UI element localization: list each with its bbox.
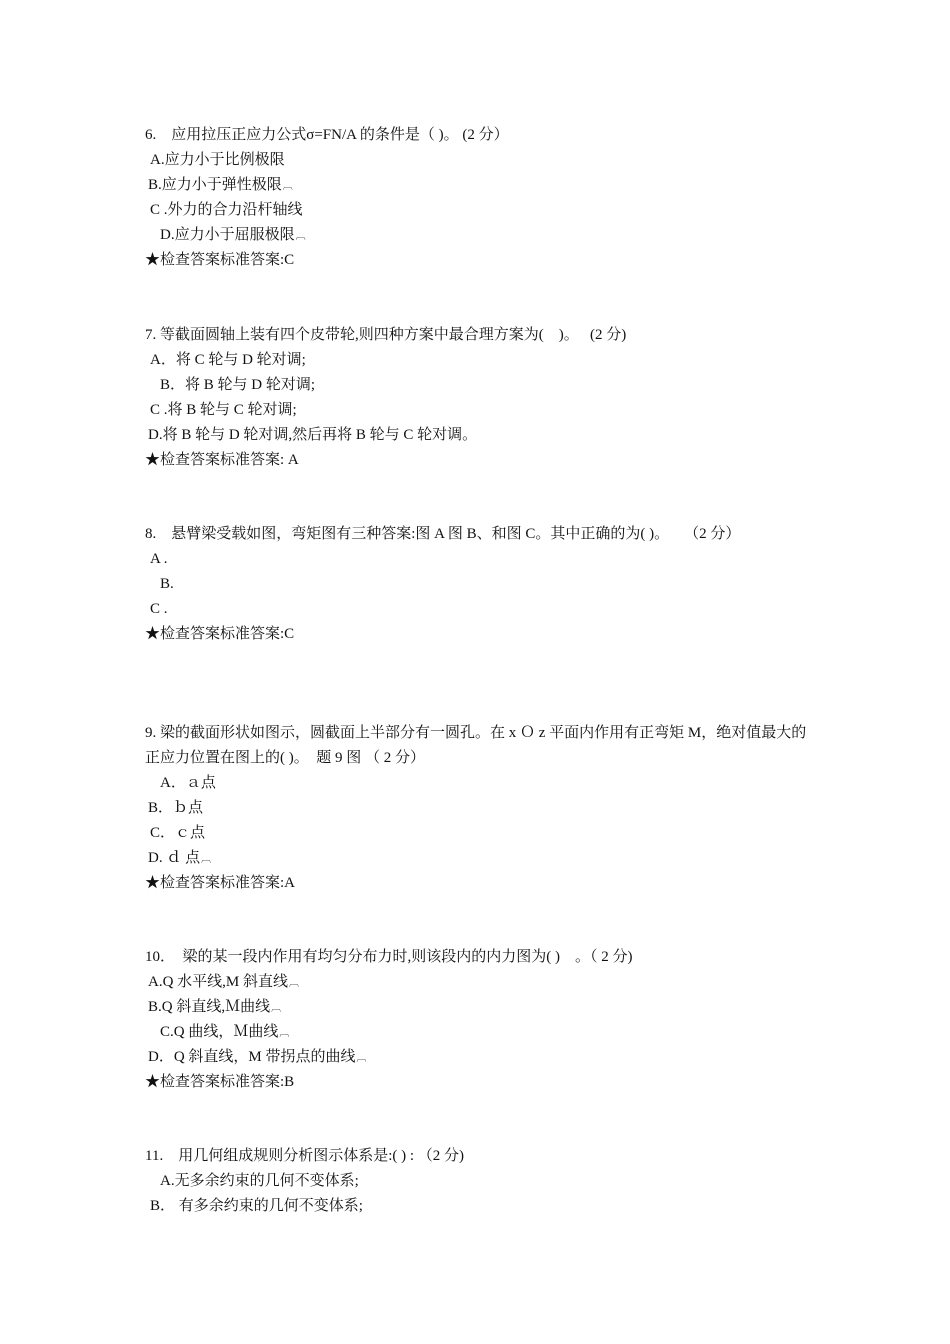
option-c: C .将 B 轮与 C 轮对调;: [150, 402, 297, 418]
paragraph-mark-icon: ︹: [279, 1028, 290, 1039]
question-7: [145, 323, 810, 473]
paragraph-mark-icon: ︹: [271, 1003, 282, 1014]
question-stem: 7. 等截面圆轴上装有四个皮带轮,则四种方案中最合理方案为( )。 (2 分): [145, 327, 627, 343]
question-11: [145, 1144, 810, 1219]
option-b: B． 有多余约束的几何不变体系;: [150, 1198, 363, 1214]
question-stem: 6. 应用拉压正应力公式σ=FN/A 的条件是（ )。 (2 分）: [145, 127, 509, 143]
option-c: C .: [150, 601, 168, 617]
paragraph-mark-icon: ︹: [356, 1053, 367, 1064]
question-stem: 8. 悬臂梁受载如图，弯矩图有三种答案:图 A 图 B、和图 C。其中正确的为( )。 （2 分）: [145, 526, 741, 542]
option-a: A.Q 水平线,M 斜直线︹: [148, 974, 300, 990]
question-stem: 9. 梁的截面形状如图示，圆截面上半部分有一圆孔。在 x Ｏ z 平面内作用有正弯矩 M，绝对值最大的正应力位置在图上的( )。 题 9 图 （ 2 分）: [145, 725, 807, 766]
standard-answer: ★检查答案标准答案: A: [145, 452, 299, 468]
paragraph-mark-icon: ︹: [201, 854, 212, 865]
standard-answer: ★检查答案标准答案:B: [145, 1074, 295, 1090]
question-8: [145, 522, 810, 647]
option-d: D．Q 斜直线，M 带拐点的曲线︹: [148, 1049, 367, 1065]
option-b: B．将 B 轮与 D 轮对调;: [160, 377, 316, 393]
option-a: A .: [150, 551, 168, 567]
question-10: [145, 945, 810, 1095]
question-stem: 10． 梁的某一段内作用有均匀分布力时,则该段内的内力图为( ) 。（ 2 分): [145, 949, 633, 965]
option-d: D. ｄ 点︹: [148, 850, 212, 866]
option-b: B.应力小于弹性极限︹: [148, 177, 293, 193]
option-a: A.无多余约束的几何不变体系;: [160, 1173, 359, 1189]
option-b: B．ｂ点: [148, 800, 204, 816]
question-9: [145, 721, 810, 896]
option-b: B.: [160, 576, 174, 592]
option-d: D.将 B 轮与 D 轮对调,然后再将 B 轮与 C 轮对调。: [148, 427, 478, 443]
option-c: C.Q 曲线，Ｍ曲线︹: [160, 1024, 290, 1040]
option-c: C .外力的合力沿杆轴线: [150, 202, 303, 218]
question-6: [145, 123, 810, 273]
standard-answer: ★检查答案标准答案:C: [145, 626, 295, 642]
standard-answer: ★检查答案标准答案:A: [145, 875, 296, 891]
option-d: D.应力小于屈服极限︹: [160, 227, 306, 243]
question-stem: 11. 用几何组成规则分析图示体系是:( ) : （2 分): [145, 1148, 465, 1164]
option-c: C．ｃ点: [150, 825, 206, 841]
paragraph-mark-icon: ︹: [295, 231, 306, 242]
option-a: A.应力小于比例极限: [150, 152, 285, 168]
option-a: A．ａ点: [160, 775, 216, 791]
option-a: A．将 C 轮与 D 轮对调;: [150, 352, 306, 368]
option-b: B.Q 斜直线,Ｍ曲线︹: [148, 999, 282, 1015]
standard-answer: ★检查答案标准答案:C: [145, 252, 295, 268]
paragraph-mark-icon: ︹: [282, 181, 293, 192]
paragraph-mark-icon: ︹: [289, 978, 300, 989]
